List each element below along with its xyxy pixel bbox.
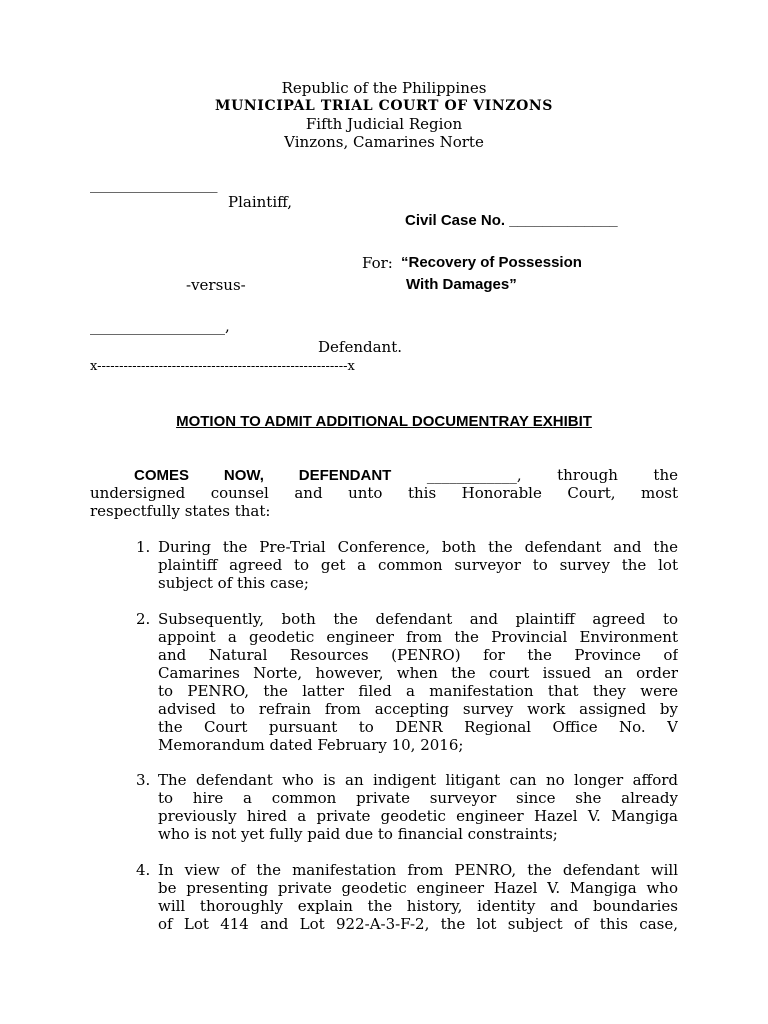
defendant-blank: __________________, bbox=[90, 317, 230, 335]
item-line: will thoroughly explain the history, identity and boundaries bbox=[158, 897, 678, 915]
caption-separator: x---------------------------------------------------------x bbox=[90, 359, 355, 374]
item-number: 1. bbox=[136, 538, 151, 556]
item-line: be presenting private geodetic engineer Hazel V. Mangiga who bbox=[158, 879, 678, 897]
item-line: to hire a common private surveyor since she already bbox=[158, 789, 678, 807]
intro-line-3: respectfully states that: bbox=[90, 502, 271, 520]
item-line: plaintiff agreed to get a common surveyor to survey the lot bbox=[158, 556, 678, 574]
item-line: Camarines Norte, however, when the court issued an order bbox=[158, 664, 678, 682]
item-line: appoint a geodetic engineer from the Provincial Environment bbox=[158, 628, 678, 646]
item-line: subject of this case; bbox=[158, 574, 309, 592]
region-line: Fifth Judicial Region bbox=[305, 115, 463, 133]
republic-line: Republic of the Philippines bbox=[281, 79, 487, 97]
item-line: The defendant who is an indigent litigant can no longer afford bbox=[158, 771, 678, 789]
court-name: MUNICIPAL TRIAL COURT OF VINZONS bbox=[215, 98, 553, 114]
item-line: During the Pre-Trial Conference, both the defendant and the bbox=[158, 538, 678, 556]
plaintiff-blank: _________________ bbox=[90, 175, 218, 193]
item-line: the Court pursuant to DENR Regional Office No. V bbox=[158, 718, 678, 736]
item-line: of Lot 414 and Lot 922-A-3-F-2, the lot subject of this case, bbox=[158, 915, 678, 933]
location-line: Vinzons, Camarines Norte bbox=[284, 133, 484, 151]
item-line: who is not yet fully paid due to financial constraints; bbox=[158, 825, 558, 843]
intro-bold-prefix: COMES NOW, DEFENDANT bbox=[134, 467, 392, 484]
item-number: 2. bbox=[136, 610, 151, 628]
item-line: advised to refrain from accepting survey work assigned by bbox=[158, 700, 678, 718]
intro-line-1-rest: ____________, through the bbox=[426, 466, 678, 484]
civil-case-number: Civil Case No. _____________ bbox=[405, 212, 618, 229]
item-line: Memorandum dated February 10, 2016; bbox=[158, 736, 464, 754]
for-label: For: bbox=[362, 254, 393, 272]
motion-title: MOTION TO ADMIT ADDITIONAL DOCUMENTRAY EXHIBIT bbox=[176, 413, 592, 430]
item-line: previously hired a private geodetic engineer Hazel V. Mangiga bbox=[158, 807, 678, 825]
versus-label: -versus- bbox=[186, 276, 246, 294]
intro-line-1 bbox=[90, 466, 678, 484]
item-number: 3. bbox=[136, 771, 151, 789]
item-number: 4. bbox=[136, 861, 151, 879]
case-nature-line-2: With Damages” bbox=[406, 276, 517, 293]
plaintiff-label: Plaintiff, bbox=[228, 193, 293, 211]
defendant-label: Defendant. bbox=[318, 338, 402, 356]
item-line: to PENRO, the latter filed a manifestation that they were bbox=[158, 682, 678, 700]
intro-line-2: undersigned counsel and unto this Honorable Court, most bbox=[90, 484, 678, 502]
item-line: Subsequently, both the defendant and plaintiff agreed to bbox=[158, 610, 678, 628]
case-nature-line-1: “Recovery of Possession bbox=[401, 254, 582, 271]
item-line: In view of the manifestation from PENRO, the defendant will bbox=[158, 861, 678, 879]
item-line: and Natural Resources (PENRO) for the Province of bbox=[158, 646, 678, 664]
